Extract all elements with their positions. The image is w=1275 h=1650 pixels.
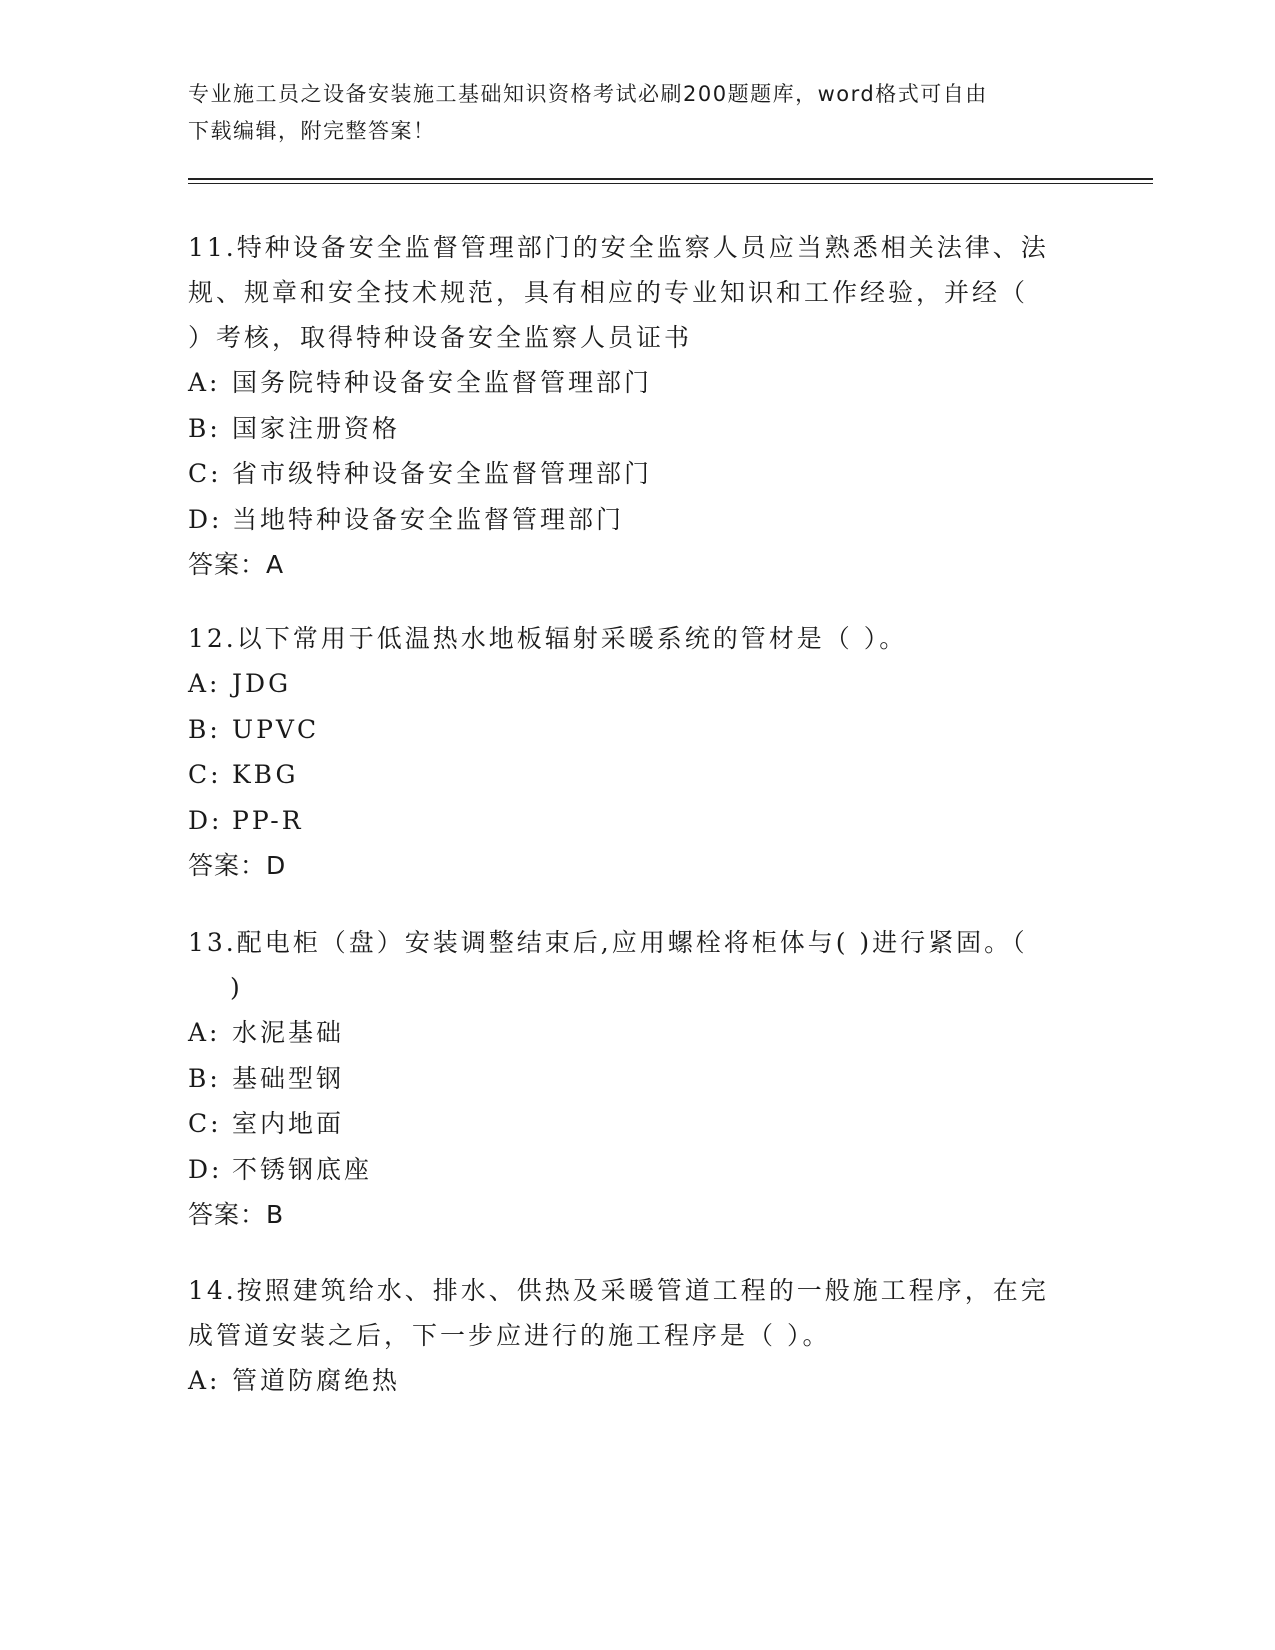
option-c bbox=[188, 752, 1088, 798]
option-text: KBG bbox=[232, 760, 299, 789]
question-stem bbox=[188, 616, 1088, 661]
stem-line: 11.特种设备安全监督管理部门的安全监察人员应当熟悉相关法律、法 bbox=[188, 233, 1049, 262]
option-text: UPVC bbox=[232, 714, 320, 744]
option-letter: C: bbox=[188, 459, 222, 488]
option-letter: A: bbox=[188, 1018, 221, 1047]
question-11 bbox=[188, 225, 1088, 588]
option-letter: A: bbox=[188, 669, 221, 698]
option-letter: D: bbox=[188, 1154, 223, 1184]
stem-line: 规、规章和安全技术规范，具有相应的专业知识和工作经验，并经（ bbox=[188, 278, 1029, 307]
option-text: 国家注册资格 bbox=[232, 413, 401, 443]
question-14 bbox=[188, 1268, 1088, 1404]
option-letter: C: bbox=[188, 1109, 222, 1138]
document-header bbox=[188, 76, 1068, 150]
question-stem bbox=[188, 920, 1088, 1010]
option-text: 不锈钢底座 bbox=[232, 1154, 373, 1184]
option-letter: B: bbox=[188, 714, 221, 744]
option-text: 室内地面 bbox=[232, 1109, 345, 1138]
answer-line: 答案：B bbox=[188, 1200, 285, 1229]
option-c bbox=[188, 451, 1088, 497]
option-text: PP-R bbox=[232, 805, 304, 835]
question-stem bbox=[188, 1268, 1088, 1358]
option-text: 省市级特种设备安全监督管理部门 bbox=[232, 459, 653, 488]
option-b bbox=[188, 406, 1088, 452]
option-b bbox=[188, 1056, 1088, 1102]
option-text: 水泥基础 bbox=[232, 1018, 345, 1047]
option-letter: C: bbox=[188, 760, 222, 789]
option-d bbox=[188, 1147, 1088, 1193]
option-letter: A: bbox=[188, 1366, 221, 1395]
option-text: 基础型钢 bbox=[232, 1063, 345, 1093]
question-stem bbox=[188, 225, 1088, 360]
answer-line: 答案：A bbox=[188, 550, 285, 579]
header-divider-thick bbox=[188, 178, 1153, 180]
stem-line: ）考核，取得特种设备安全监察人员证书 bbox=[188, 323, 693, 352]
option-d bbox=[188, 497, 1088, 543]
option-a bbox=[188, 360, 1088, 406]
option-a bbox=[188, 1010, 1088, 1056]
option-a bbox=[188, 1358, 1088, 1404]
option-text: 当地特种设备安全监督管理部门 bbox=[232, 504, 625, 534]
option-b bbox=[188, 707, 1088, 753]
stem-line: ) bbox=[230, 973, 243, 1002]
option-letter: D: bbox=[188, 504, 223, 534]
question-13 bbox=[188, 920, 1088, 1238]
option-letter: B: bbox=[188, 413, 221, 443]
question-12 bbox=[188, 616, 1088, 889]
option-text: JDG bbox=[232, 669, 292, 698]
stem-line: 13.配电柜（盘）安装调整结束后,应用螺栓将柜体与( )进行紧固。（ bbox=[188, 928, 1028, 957]
header-line-2: 下载编辑，附完整答案！ bbox=[188, 119, 436, 143]
option-text: 国务院特种设备安全监督管理部门 bbox=[232, 368, 653, 397]
stem-line: 成管道安装之后，下一步应进行的施工程序是（ ）。 bbox=[188, 1321, 831, 1350]
option-letter: A: bbox=[188, 368, 221, 397]
option-d bbox=[188, 798, 1088, 844]
option-letter: D: bbox=[188, 805, 223, 835]
header-line-1: 专业施工员之设备安装施工基础知识资格考试必刷200题题库，word格式可自由 bbox=[188, 82, 988, 106]
stem-line: 12.以下常用于低温热水地板辐射采暖系统的管材是（ ）。 bbox=[188, 624, 908, 653]
stem-line: 14.按照建筑给水、排水、供热及采暖管道工程的一般施工程序，在完 bbox=[188, 1276, 1049, 1305]
option-letter: B: bbox=[188, 1063, 221, 1093]
answer-line: 答案：D bbox=[188, 851, 287, 880]
option-a bbox=[188, 661, 1088, 707]
header-divider-thin bbox=[188, 183, 1153, 184]
option-text: 管道防腐绝热 bbox=[232, 1366, 401, 1395]
option-c bbox=[188, 1101, 1088, 1147]
